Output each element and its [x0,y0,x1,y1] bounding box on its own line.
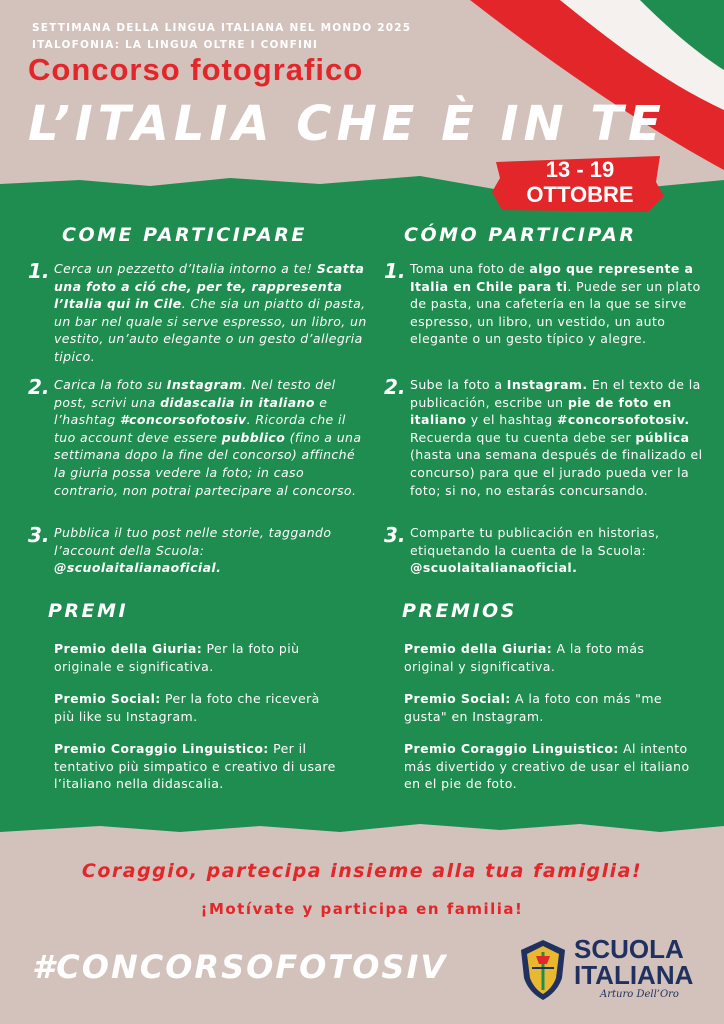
step-text: Cerca un pezzetto d’Italia intorno a te! Scatta una foto a ció che, per te, rappresenta l’Italia qui in Cile. Che sia un piatto di pasta, un bar nel quale si serve espresso, un libro, un vestito, un’auto elegante o un gesto d’allegria tipico. [54,261,367,364]
school-logo-subtitle: Arturo Dell’Oro [600,989,679,1000]
date-badge [500,156,660,214]
date-range: 13 - 19 [545,157,615,182]
step-text: Toma una foto de algo que represente a Italia en Chile para ti. Puede ser un plato de pasta, una cafetería en la que se sirve espresso, un libro, un vestido, un auto elegante o un gesto típico y alegre. [410,261,701,347]
italian-prize-jury: Premio della Giuria: Per la foto più originale e significativa. [54,641,300,674]
footer-italian: Coraggio, partecipa insieme alla tua famiglia! [81,860,643,882]
contest-subtitle: L’ITALIA CHE È IN TE [28,96,666,152]
step-text: Sube la foto a Instagram. En el texto de la publicación, escribe un pie de foto en italiano y el hashtag #concorsofotosiv. Recuerda que tu cuenta debe ser pública (hasta una semana después de finalizado el concurso) para que el jurado pueda ver la foto; si no, no estarás concursando. [410,377,703,498]
step-number: 2. [28,375,50,399]
step-text: Comparte tu publicación en historias, etiquetando la cuenta de la Scuola: @scuolaitalianaoficial. [410,525,660,576]
italian-prizes-heading: PREMI [48,600,129,622]
spanish-prize-language: Premio Coraggio Linguistico: Al intento más divertido y creativo de usar el italiano en el pie de foto. [404,741,690,792]
date-month: OTTOBRE [526,182,634,207]
school-crest-icon [518,938,568,1002]
event-theme: ITALOFONIA: LA LINGUA OLTRE I CONFINI [32,39,319,51]
italian-step-2 [28,376,368,499]
spanish-step-2 [384,376,704,499]
spanish-step-1 [384,260,704,348]
school-logo-line2: ITALIANA [574,960,694,990]
event-name: SETTIMANA DELLA LINGUA ITALIANA NEL MONDO 2025 [32,22,412,34]
step-text: Pubblica il tuo post nelle storie, taggando l’account della Scuola: @scuolaitalianaoficial. [54,525,332,576]
italian-heading: COME PARTICIPARE [62,224,307,246]
spanish-step-3 [384,524,704,577]
italian-step-1 [28,260,368,366]
step-number: 1. [28,259,50,283]
footer-spanish: ¡Motívate y participa en familia! [200,900,524,918]
step-number: 2. [384,375,406,399]
contest-hashtag: #CONCORSOFOTOSIV [32,948,448,986]
spanish-heading: CÓMO PARTICIPAR [404,224,637,246]
italian-step-3 [28,524,368,577]
step-number: 3. [384,523,406,547]
spanish-prize-social: Premio Social: A la foto con más "me gusta" en Instagram. [404,691,662,724]
step-number: 1. [384,259,406,283]
contest-title: Concorso fotografico [28,52,364,87]
spanish-prize-jury: Premio della Giuria: A la foto más original y significativa. [404,641,645,674]
step-text: Carica la foto su Instagram. Nel testo del post, scrivi una didascalia in italiano e l’hashtag #concorsofotosiv. Ricorda che il tuo account deve essere pubblico (fino a una settimana dopo la fine del concorso) affinché la giuria possa vedere la foto; in caso contrario, non potrai partecipare al concorso. [54,377,362,498]
italian-prize-language: Premio Coraggio Linguistico: Per il tentativo più simpatico e creativo di usare l’italiano nella didascalia. [54,741,336,792]
event-header [32,20,411,54]
spanish-prizes-heading: PREMIOS [402,600,517,622]
school-logo-line1: SCUOLA [574,934,684,964]
italian-prize-social: Premio Social: Per la foto che riceverà più like su Instagram. [54,691,320,724]
step-number: 3. [28,523,50,547]
